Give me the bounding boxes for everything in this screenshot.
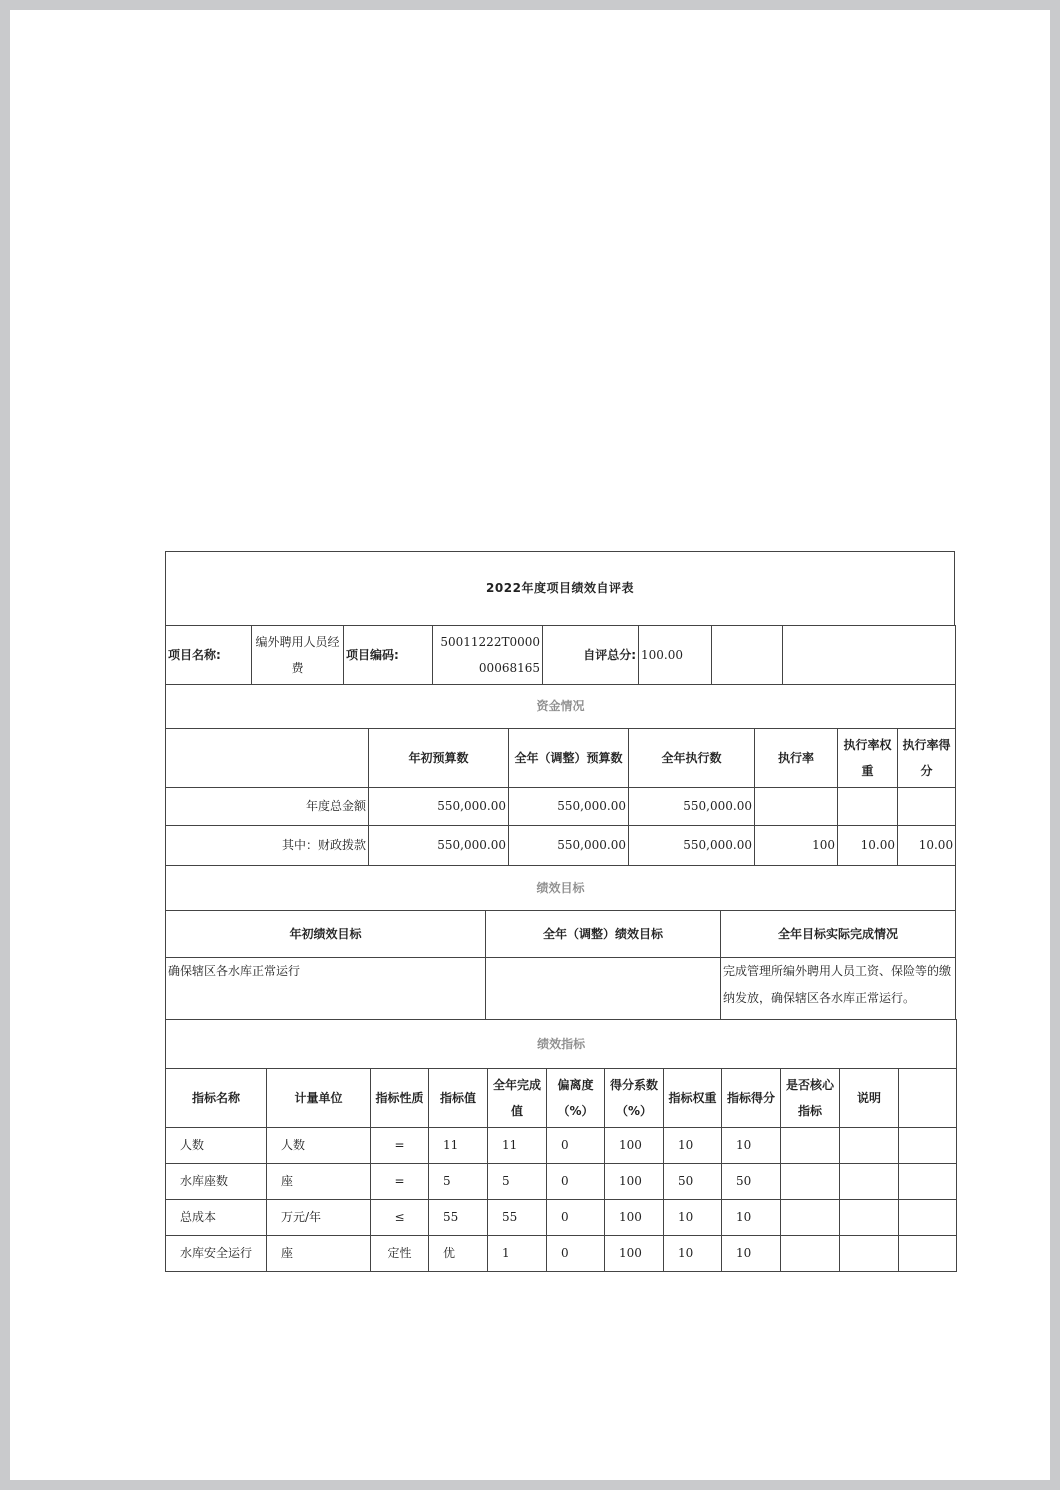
indicator-cell: 1 (488, 1236, 547, 1272)
indicator-cell (899, 1236, 957, 1272)
funds-cell: 550,000.00 (369, 826, 509, 866)
indicator-header-unit: 计量单位 (267, 1069, 371, 1128)
indicator-cell: 5 (429, 1164, 488, 1200)
goal-actual-value: 完成管理所编外聘用人员工资、保险等的缴纳发放，确保辖区各水库正常运行。 (721, 958, 956, 1020)
indicators-section-header: 绩效指标 (166, 1020, 957, 1069)
indicator-cell (781, 1128, 840, 1164)
indicator-cell: 万元/年 (267, 1200, 371, 1236)
indicator-cell: 50 (664, 1164, 722, 1200)
indicator-cell: 人数 (166, 1128, 267, 1164)
funds-cell: 10.00 (898, 826, 956, 866)
indicator-cell: 总成本 (166, 1200, 267, 1236)
indicator-cell: 11 (488, 1128, 547, 1164)
indicator-header-score: 指标得分 (722, 1069, 781, 1128)
project-name-value: 编外聘用人员经费 (252, 626, 344, 685)
indicator-header-blank (899, 1069, 957, 1128)
self-score-label: 自评总分: (543, 626, 639, 685)
indicator-cell (781, 1236, 840, 1272)
project-code-label: 项目编码: (344, 626, 433, 685)
indicator-cell: 100 (605, 1128, 664, 1164)
indicator-cell: 100 (605, 1164, 664, 1200)
indicator-cell: 优 (429, 1236, 488, 1272)
indicator-header-weight: 指标权重 (664, 1069, 722, 1128)
indicator-header-core: 是否核心指标 (781, 1069, 840, 1128)
indicator-cell (781, 1164, 840, 1200)
indicator-cell: 10 (664, 1236, 722, 1272)
indicator-cell (840, 1200, 899, 1236)
funds-header-initial-budget: 年初预算数 (369, 729, 509, 788)
indicator-row (166, 1164, 957, 1200)
indicator-row (166, 1200, 957, 1236)
indicator-cell (899, 1128, 957, 1164)
funds-header-blank (166, 729, 369, 788)
indicator-cell: 50 (722, 1164, 781, 1200)
funds-cell: 10.00 (838, 826, 898, 866)
funds-table (165, 684, 956, 866)
indicator-cell: 5 (488, 1164, 547, 1200)
indicators-table (165, 1019, 957, 1272)
indicator-cell: 10 (664, 1128, 722, 1164)
funds-cell: 550,000.00 (509, 826, 629, 866)
funds-row-label: 年度总金额 (166, 788, 369, 826)
indicator-cell: ≤ (371, 1200, 429, 1236)
goals-header-actual: 全年目标实际完成情况 (721, 911, 956, 958)
funds-cell: 100 (755, 826, 838, 866)
funds-cell: 550,000.00 (369, 788, 509, 826)
form-title: 2022年度项目绩效自评表 (166, 552, 955, 626)
funds-cell: 550,000.00 (509, 788, 629, 826)
indicator-cell (840, 1128, 899, 1164)
indicator-cell: 定性 (371, 1236, 429, 1272)
funds-header-rate-weight: 执行率权重 (838, 729, 898, 788)
indicator-cell: 0 (547, 1236, 605, 1272)
indicator-header-target: 指标值 (429, 1069, 488, 1128)
indicator-cell: 0 (547, 1128, 605, 1164)
title-table (165, 551, 955, 626)
indicator-header-coefficient: 得分系数（%） (605, 1069, 664, 1128)
goal-initial-value: 确保辖区各水库正常运行 (166, 958, 486, 1020)
goals-header-initial: 年初绩效目标 (166, 911, 486, 958)
indicator-cell (899, 1164, 957, 1200)
indicator-cell: 0 (547, 1200, 605, 1236)
funds-section-header: 资金情况 (166, 685, 956, 729)
indicator-cell: 水库安全运行 (166, 1236, 267, 1272)
indicator-cell: 100 (605, 1200, 664, 1236)
self-score-value: 100.00 (639, 626, 712, 685)
indicator-header-name: 指标名称 (166, 1069, 267, 1128)
funds-header-executed: 全年执行数 (629, 729, 755, 788)
indicator-cell (899, 1200, 957, 1236)
project-code-value: 50011222T000000068165 (433, 626, 543, 685)
funds-cell (838, 788, 898, 826)
indicator-cell: 0 (547, 1164, 605, 1200)
indicator-cell: 100 (605, 1236, 664, 1272)
funds-cell: 550,000.00 (629, 826, 755, 866)
indicator-header-completed: 全年完成值 (488, 1069, 547, 1128)
goals-table (165, 865, 956, 1020)
indicator-cell: 10 (722, 1128, 781, 1164)
funds-cell (898, 788, 956, 826)
indicator-cell: 10 (722, 1236, 781, 1272)
funds-cell: 550,000.00 (629, 788, 755, 826)
indicator-cell: 10 (664, 1200, 722, 1236)
funds-header-adjusted-budget: 全年（调整）预算数 (509, 729, 629, 788)
indicator-cell (781, 1200, 840, 1236)
indicator-cell: = (371, 1164, 429, 1200)
indicator-row (166, 1236, 957, 1272)
empty-cell (712, 626, 783, 685)
indicator-cell: 11 (429, 1128, 488, 1164)
empty-cell (783, 626, 956, 685)
indicator-cell (840, 1164, 899, 1200)
indicator-cell: 水库座数 (166, 1164, 267, 1200)
goals-section-header: 绩效目标 (166, 866, 956, 911)
indicator-header-nature: 指标性质 (371, 1069, 429, 1128)
funds-cell (755, 788, 838, 826)
project-name-label: 项目名称: (166, 626, 252, 685)
indicator-cell: 55 (429, 1200, 488, 1236)
indicator-cell: 座 (267, 1236, 371, 1272)
project-info-table (165, 625, 956, 685)
funds-header-execution-rate: 执行率 (755, 729, 838, 788)
indicator-cell (840, 1236, 899, 1272)
indicator-header-note: 说明 (840, 1069, 899, 1128)
indicator-row (166, 1128, 957, 1164)
goals-header-adjusted: 全年（调整）绩效目标 (486, 911, 721, 958)
goal-adjusted-value (486, 958, 721, 1020)
indicator-cell: 55 (488, 1200, 547, 1236)
document-page (10, 10, 1050, 1480)
indicator-cell: = (371, 1128, 429, 1164)
performance-self-evaluation-form (165, 551, 955, 1272)
indicator-cell: 座 (267, 1164, 371, 1200)
funds-header-rate-score: 执行率得分 (898, 729, 956, 788)
indicator-cell: 10 (722, 1200, 781, 1236)
indicator-cell: 人数 (267, 1128, 371, 1164)
funds-row-label: 其中：财政拨款 (166, 826, 369, 866)
indicator-header-deviation: 偏离度（%） (547, 1069, 605, 1128)
